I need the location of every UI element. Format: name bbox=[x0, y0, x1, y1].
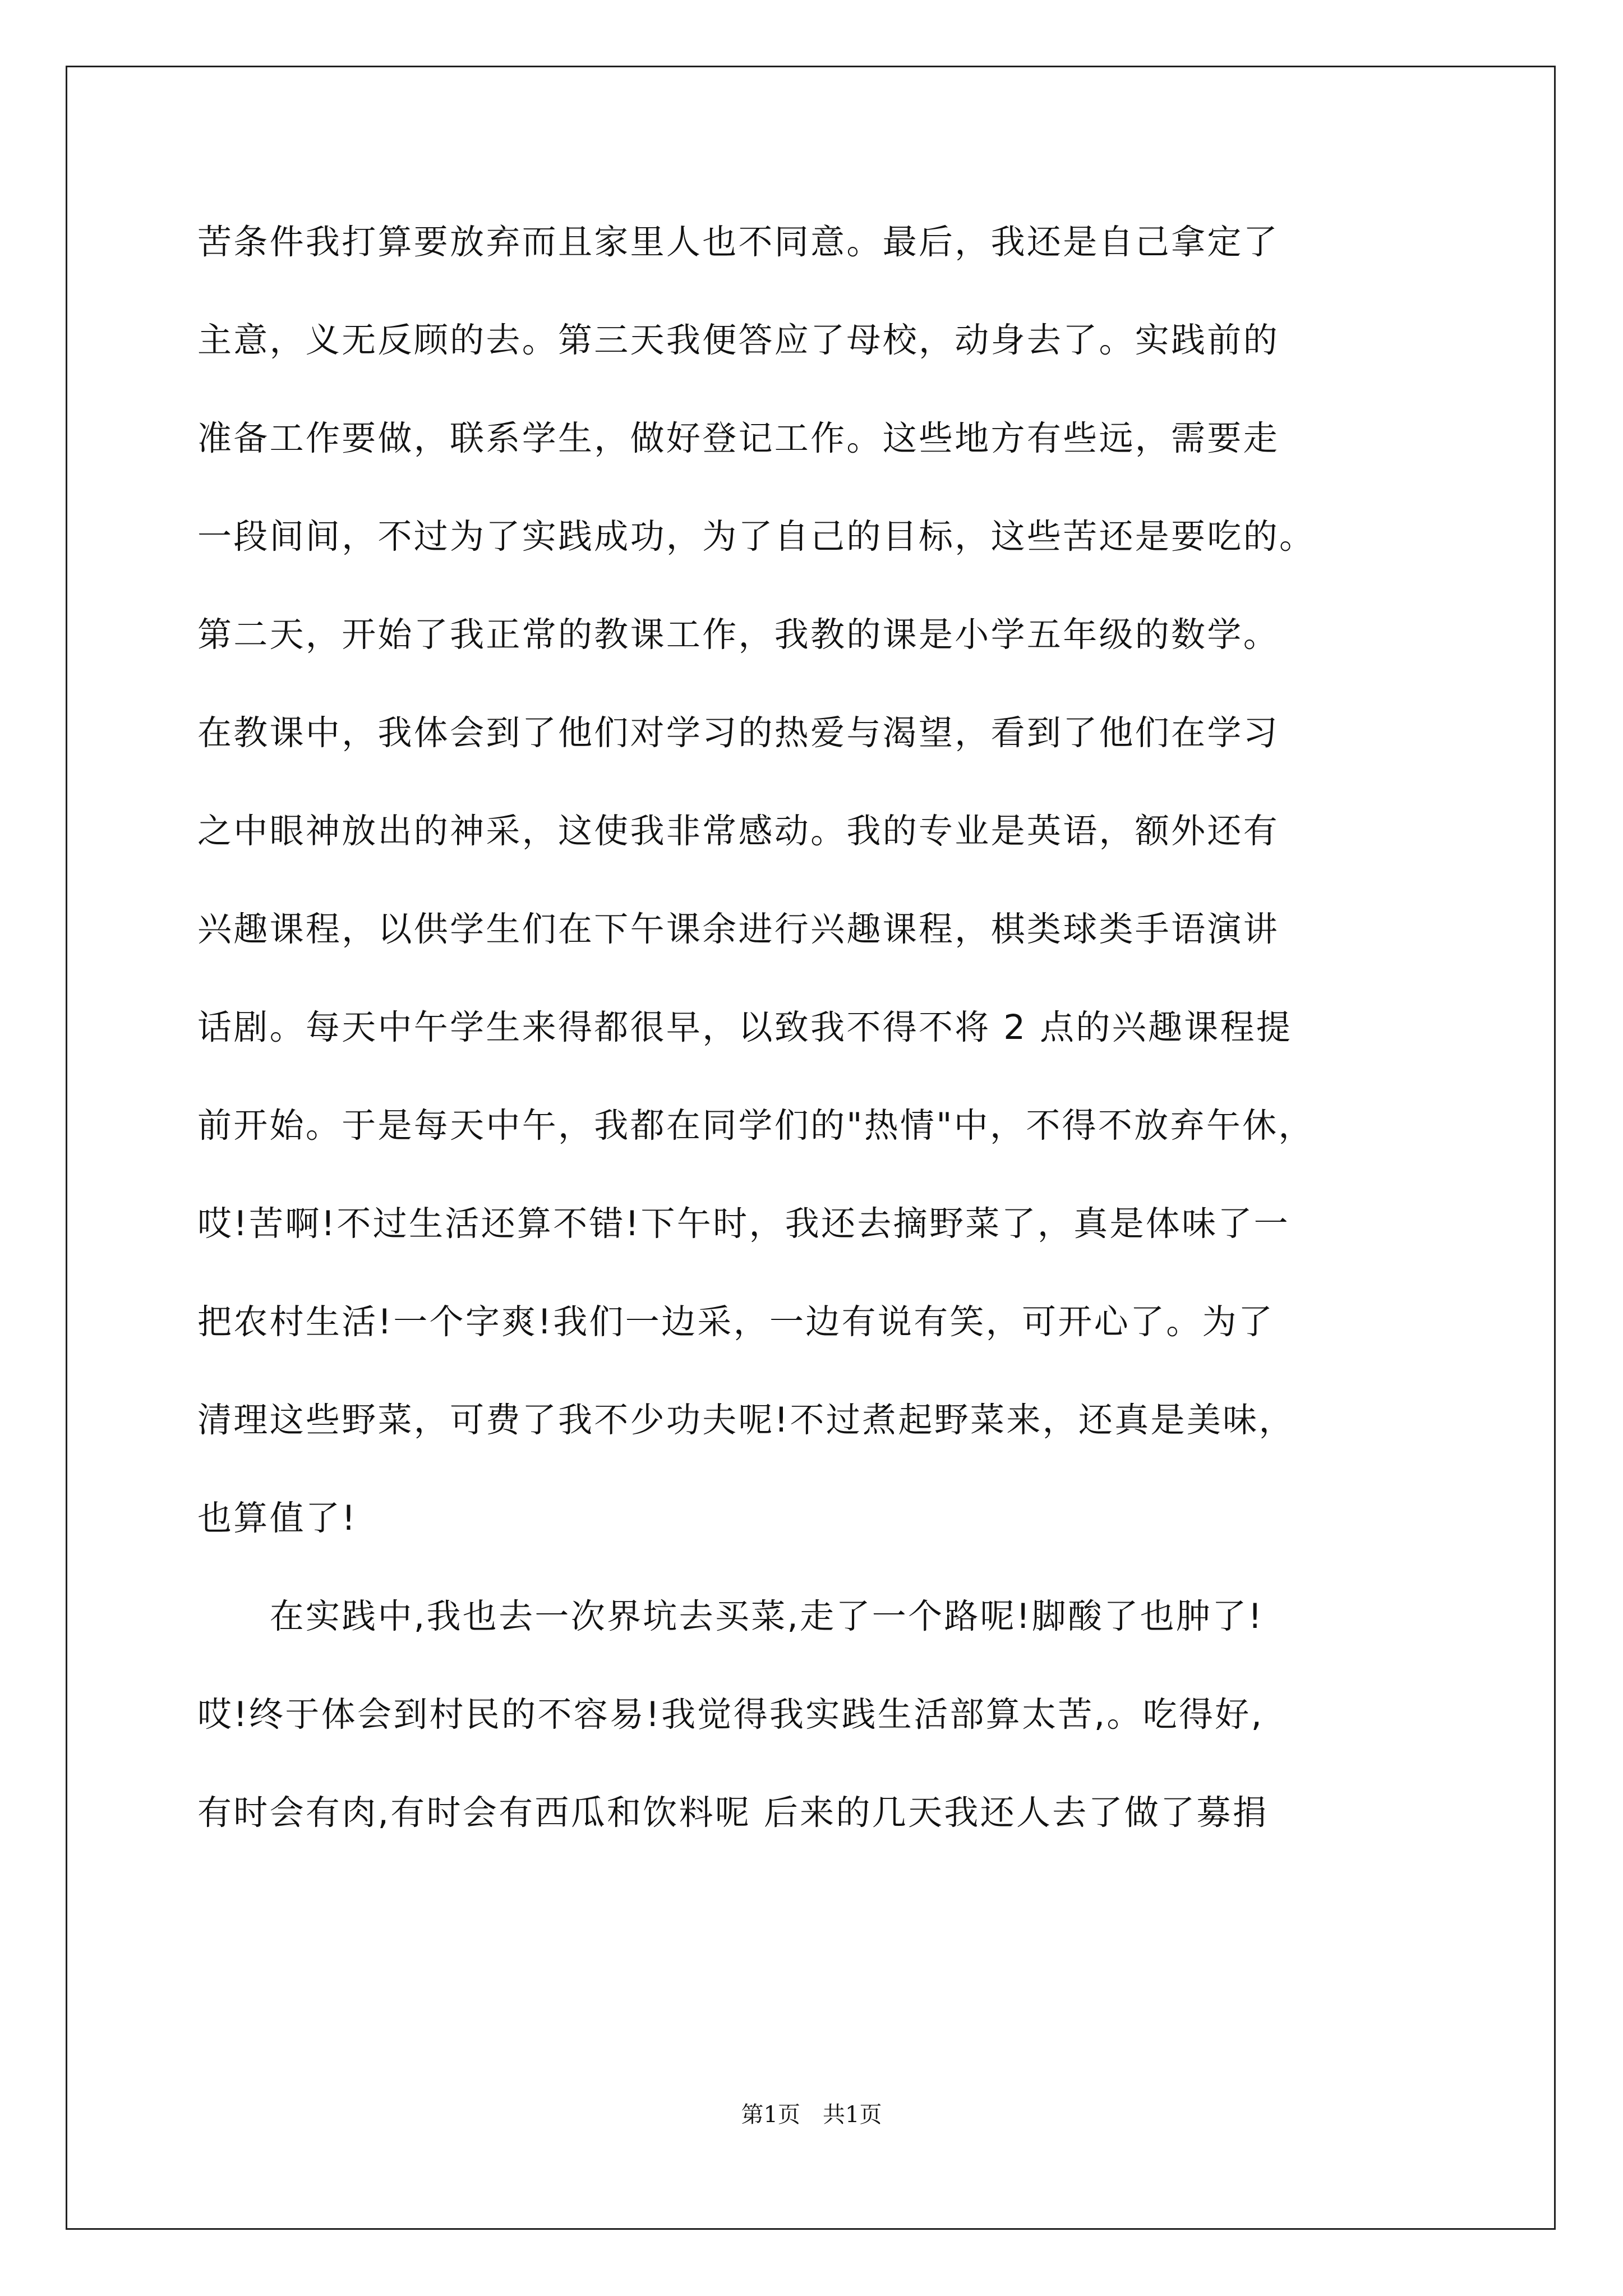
text-line: 也算值了! bbox=[197, 1498, 357, 1538]
text-line: 第二天，开始了我正常的教课工作，我教的课是小学五年级的数学。 bbox=[197, 615, 1280, 655]
text-line: 主意，义无反顾的去。第三天我便答应了母校，动身去了。实践前的 bbox=[197, 320, 1280, 360]
text-line: 哎!终于体会到村民的不容易!我觉得我实践生活部算太苦,。吃得好, bbox=[197, 1695, 1264, 1734]
text-line: 在实践中,我也去一次界坑去买菜,走了一个路呢!脚酸了也肿了! bbox=[197, 1596, 1264, 1636]
text-line: 有时会有肉,有时会有西瓜和饮料呢 后来的几天我还人去了做了募捐 bbox=[197, 1793, 1269, 1833]
text-line: 之中眼神放出的神采，这使我非常感动。我的专业是英语，额外还有 bbox=[197, 811, 1280, 851]
page-total: 共1页 bbox=[823, 2102, 882, 2128]
text-line: 准备工作要做，联系学生，做好登记工作。这些地方有些远，需要走 bbox=[197, 418, 1280, 458]
text-line: 哎!苦啊!不过生活还算不错!下午时，我还去摘野菜了，真是体味了一 bbox=[197, 1204, 1290, 1244]
text-line: 把农村生活!一个字爽!我们一边采，一边有说有笑，可开心了。为了 bbox=[197, 1302, 1275, 1342]
text-line: 话剧。每天中午学生来得都很早，以致我不得不将 2 点的兴趣课程提 bbox=[197, 1007, 1293, 1047]
text-line: 前开始。于是每天中午，我都在同学们的"热情"中，不得不放弃午休， bbox=[197, 1106, 1315, 1145]
text-line: 在教课中，我体会到了他们对学习的热爱与渴望，看到了他们在学习 bbox=[197, 713, 1280, 753]
page-footer bbox=[0, 2098, 1623, 2132]
text-line: 一段间间，不过为了实践成功，为了自己的目标，这些苦还是要吃的。 bbox=[197, 517, 1316, 556]
text-line: 苦条件我打算要放弃而且家里人也不同意。最后，我还是自己拿定了 bbox=[197, 222, 1280, 262]
text-line: 兴趣课程，以供学生们在下午课余进行兴趣课程，棋类球类手语演讲 bbox=[197, 909, 1280, 949]
text-line: 清理这些野菜，可费了我不少功夫呢!不过煮起野菜来，还真是美味， bbox=[197, 1400, 1295, 1440]
page-number: 第1页 bbox=[741, 2102, 800, 2128]
